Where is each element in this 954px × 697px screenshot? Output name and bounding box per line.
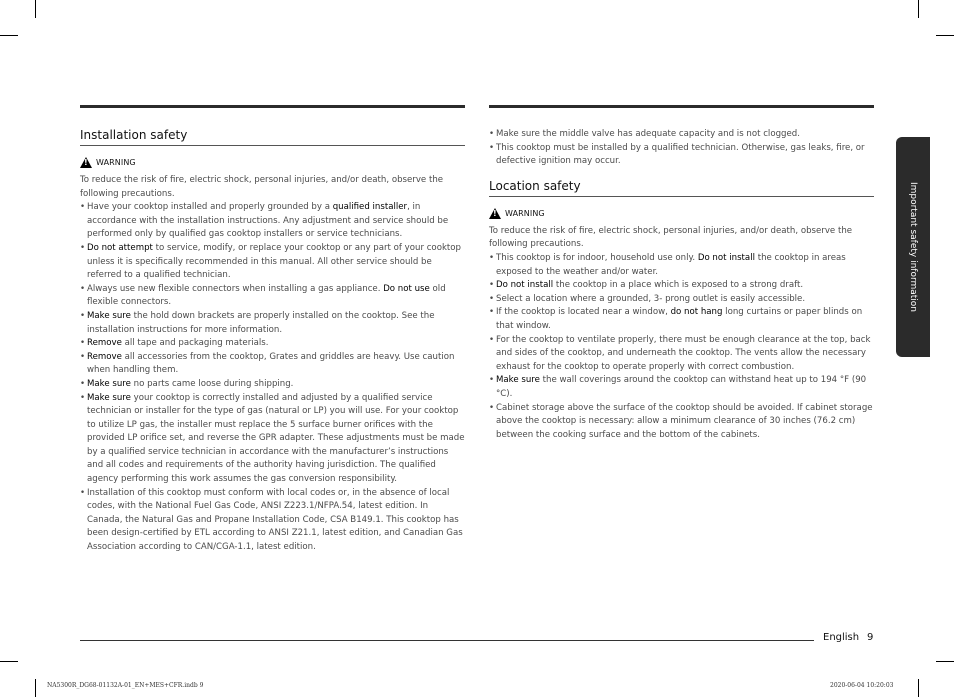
list-item-text: all accessories from the cooktop, Grates and griddles are heavy. Use caution when handling them. — [87, 351, 455, 376]
crop-mark — [936, 35, 954, 36]
list-item-text: long curtains or paper blinds on that window. — [496, 307, 863, 331]
warning-text: WARNING — [505, 208, 545, 218]
list-item-text: your cooktop is correctly installed and adjusted by a qualified service technician or installer for the type of gas (natural or LP) you will use. For your cooktop to utilize LP gas, the installer must replace the 5 surface burner orifices with the provided LP orifice set, and reverse the GPR adapter. These adjustments must be made by a qualified service technician in accordance with the manufacturer’s instructions and all codes and requirements of the authority having jurisdiction. The qualified agency performing this work assumes the gas conversion responsibility. — [87, 392, 465, 485]
list-item — [489, 306, 874, 333]
list-item-text: the hold down brackets are properly installed on the cooktop. See the installation instructions for more information. — [87, 310, 435, 335]
list-item-text: , in accordance with the installation instructions. Any adjustment and service should be performed only by qualified gas cooktop installers or service technicians. — [87, 202, 449, 240]
emphasis-text: do not hang — [670, 307, 723, 318]
page-number: 9 — [867, 632, 874, 643]
list-item-text: the cooktop in areas exposed to the weather and/or water. — [496, 252, 846, 277]
list-item — [489, 128, 874, 142]
list-item — [489, 334, 874, 375]
list-item-text: Make sure the middle valve has adequate capacity and is not clogged. — [496, 129, 800, 139]
warning-text: WARNING — [96, 158, 136, 167]
crop-mark — [35, 679, 36, 697]
warning-label — [80, 157, 465, 168]
list-item-text: all tape and packaging materials. — [121, 338, 269, 349]
installation-list-continued — [489, 128, 874, 169]
list-item — [489, 293, 874, 307]
emphasis-text: Make sure — [87, 310, 131, 321]
list-item-text: For the cooktop to ventilate properly, there must be enough clearance at the top, back and sides of the cooktop, and underneath the cooktop. The vents allow the necessary exhaust for the cooktop to operate properly with correct combustion. — [496, 334, 871, 372]
warning-icon — [80, 157, 92, 168]
list-item-text: This cooktop is for indoor, household use only. — [496, 252, 698, 263]
list-item — [80, 201, 465, 242]
list-item — [80, 242, 465, 283]
column-top-rule — [489, 105, 874, 108]
crop-mark — [35, 0, 36, 18]
emphasis-text: Do not use — [383, 283, 430, 294]
list-item-text: Have your cooktop installed and properly grounded by a — [87, 202, 333, 213]
list-item-text: Select a location where a grounded, 3- prong outlet is easily accessible. — [496, 293, 806, 304]
emphasis-text: Do not install — [496, 280, 554, 291]
list-item-text: Installation of this cooktop must conform with local codes or, in the absence of local codes, with the National Fuel Gas Code, ANSI Z223.1/NFPA.54, latest edition. In Canada, the Natural Gas and Propane Installation Code, CSA B149.1. This cooktop has been design-certified by ETL according to ANSI Z21.1, latest edition, and Canadian Gas Association according to CAN/CGA-1.1, latest edition. — [87, 487, 463, 553]
location-list — [489, 252, 874, 442]
emphasis-text: Make sure — [87, 392, 131, 403]
location-intro: To reduce the risk of fire, electric shock, personal injuries, and/or death, observe the following precautions. — [489, 225, 853, 250]
list-item — [489, 279, 874, 293]
right-column — [489, 105, 874, 442]
list-item-text: old flexible connectors. — [87, 283, 446, 308]
imprint-date: 2020-06-04 ​10:20:03 — [830, 682, 894, 689]
footer-rule — [80, 640, 814, 641]
imprint-file: NA5300R_DG68-01132A-01_EN+MES+CFR.indb 9 — [47, 682, 204, 689]
crop-mark — [918, 0, 919, 18]
chapter-side-tab — [896, 137, 930, 357]
emphasis-text: Remove — [87, 338, 122, 349]
crop-mark — [936, 661, 954, 662]
list-item — [80, 283, 465, 310]
emphasis-text: Do not attempt — [87, 242, 153, 253]
list-item — [80, 487, 465, 555]
emphasis-text: Remove — [87, 351, 122, 362]
list-item-text: no parts came loose during shipping. — [130, 378, 294, 389]
chapter-side-tab-label: Important safety information — [908, 181, 918, 313]
list-item-text: Cabinet storage above the surface of the cooktop should be avoided. If cabinet storage above the cooktop is necessary: allow a minimum clearance of 30 inches (76.2 cm) between the cooking surface and the bottom of the cabinets. — [496, 402, 873, 440]
list-item — [80, 351, 465, 378]
crop-mark — [918, 679, 919, 697]
list-item — [489, 402, 874, 443]
emphasis-text: Make sure — [496, 375, 540, 386]
list-item-text: the wall coverings around the cooktop can withstand heat up to 194 °F (90 °C). — [496, 375, 867, 399]
left-column — [80, 105, 465, 555]
installation-intro: To reduce the risk of fire, electric shock, personal injuries, and/or death, observe the following precautions. — [80, 175, 444, 199]
emphasis-text: Do not install — [697, 252, 755, 263]
list-item — [80, 337, 465, 351]
installation-safety-title: Installation safety — [80, 128, 465, 146]
list-item — [489, 142, 874, 169]
list-item — [80, 392, 465, 487]
installation-list — [80, 201, 465, 554]
list-item — [80, 378, 465, 392]
list-item — [489, 252, 874, 279]
list-item-text: Always use new flexible connectors when installing a gas appliance. — [87, 283, 384, 294]
warning-icon — [489, 208, 501, 219]
list-item — [489, 374, 874, 401]
footer-language: English — [823, 632, 860, 643]
list-item-text: to service, modify, or replace your cooktop or any part of your cooktop unless it is specifically recommended in this manual. All other service should be referred to a qualified technician. — [87, 242, 462, 281]
crop-mark — [0, 661, 18, 662]
crop-mark — [0, 35, 18, 36]
column-top-rule — [80, 105, 465, 108]
list-item-text: This cooktop must be installed by a qualified technician. Otherwise, gas leaks, fire, or defective ignition may occur. — [496, 142, 865, 167]
list-item — [80, 310, 465, 337]
emphasis-text: Make sure — [87, 378, 131, 389]
warning-label — [489, 208, 874, 219]
location-safety-title: Location safety — [489, 179, 874, 197]
list-item-text: If the cooktop is located near a window, — [496, 307, 671, 318]
list-item-text: the cooktop in a place which is exposed to a strong draft. — [553, 280, 804, 291]
emphasis-text: qualified installer — [332, 202, 408, 213]
